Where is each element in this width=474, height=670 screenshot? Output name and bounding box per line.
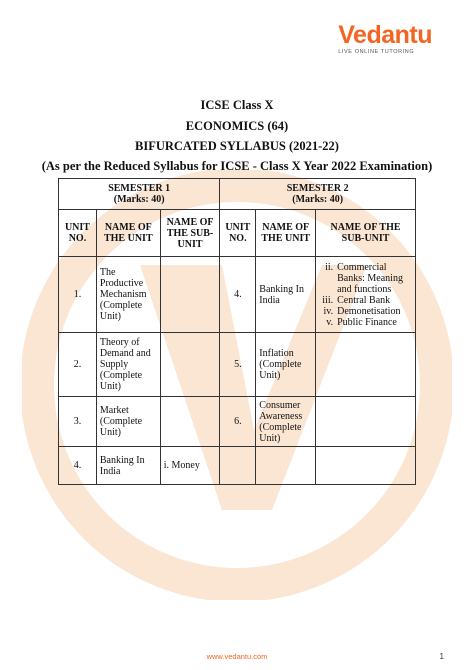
s1-unit-no: 1. xyxy=(59,257,97,333)
list-item: ii. Commercial Banks: Meaning and functions xyxy=(325,261,403,295)
list-item: iii. Central Bank xyxy=(322,294,391,306)
title-syllabus: BIFURCATED SYLLABUS (2021-22) xyxy=(135,139,339,153)
table-row xyxy=(59,333,416,397)
s2-sub-unit xyxy=(316,397,416,447)
s1-unit-name: The Productive Mechanism (Complete Unit) xyxy=(96,257,160,333)
title-note: (As per the Reduced Syllabus for ICSE - Class X Year 2022 Examination) xyxy=(41,159,433,173)
s1-sub-unit xyxy=(160,397,220,447)
s2-sub-unit xyxy=(316,447,416,485)
title-class: ICSE Class X xyxy=(200,98,274,112)
s1-sub-unit: i. Money xyxy=(160,447,220,485)
s1-unit-no: 4. xyxy=(59,447,97,485)
page-number: 1 xyxy=(439,652,444,661)
s1-sub-unit xyxy=(160,257,220,333)
s1-unit-name: Banking In India xyxy=(96,447,160,485)
s2-unit-name: Banking In India xyxy=(256,257,316,333)
header-name-unit: NAME OF THE UNIT xyxy=(96,210,160,257)
s2-unit-no xyxy=(220,447,256,485)
header-name-unit-2: NAME OF THE UNIT xyxy=(256,210,316,257)
document-titles xyxy=(0,98,474,174)
s2-unit-no: 6. xyxy=(220,397,256,447)
table-row xyxy=(59,257,416,333)
s1-unit-name: Market (Complete Unit) xyxy=(96,397,160,447)
s2-unit-name xyxy=(256,447,316,485)
list-item: iv. Demonetisation xyxy=(323,305,401,317)
table-row xyxy=(59,447,416,485)
footer-url-link[interactable]: www.vedantu.com xyxy=(206,652,268,661)
s1-unit-name: Theory of Demand and Supply (Complete Unit) xyxy=(96,333,160,397)
semester-1-header: SEMESTER 1 (Marks: 40) xyxy=(59,179,220,210)
sub-unit-list xyxy=(319,262,412,328)
s1-unit-no: 3. xyxy=(59,397,97,447)
table-row xyxy=(59,397,416,447)
s1-sub-unit xyxy=(160,333,220,397)
header-unit-no-2: UNIT NO. xyxy=(220,210,256,257)
logo-wordmark: Vedantu xyxy=(338,21,432,49)
s2-unit-no: 5. xyxy=(220,333,256,397)
s2-unit-name: Consumer Awareness (Complete Unit) xyxy=(256,397,316,447)
s2-unit-name: Inflation (Complete Unit) xyxy=(256,333,316,397)
header-name-sub-unit: NAME OF THE SUB-UNIT xyxy=(160,210,220,257)
header-unit-no: UNIT NO. xyxy=(59,210,97,257)
s1-unit-no: 2. xyxy=(59,333,97,397)
list-item: v. Public Finance xyxy=(326,316,397,328)
s2-unit-no: 4. xyxy=(220,257,256,333)
semester-2-header: SEMESTER 2 (Marks: 40) xyxy=(220,179,416,210)
header-name-sub-unit-2: NAME OF THE SUB-UNIT xyxy=(316,210,416,257)
logo-tagline: LIVE ONLINE TUTORING xyxy=(338,49,415,55)
vedantu-logo[interactable] xyxy=(338,22,432,55)
title-subject: ECONOMICS (64) xyxy=(185,119,289,133)
s2-sub-unit xyxy=(316,333,416,397)
s2-sub-unit xyxy=(316,257,416,333)
syllabus-table xyxy=(58,178,416,485)
